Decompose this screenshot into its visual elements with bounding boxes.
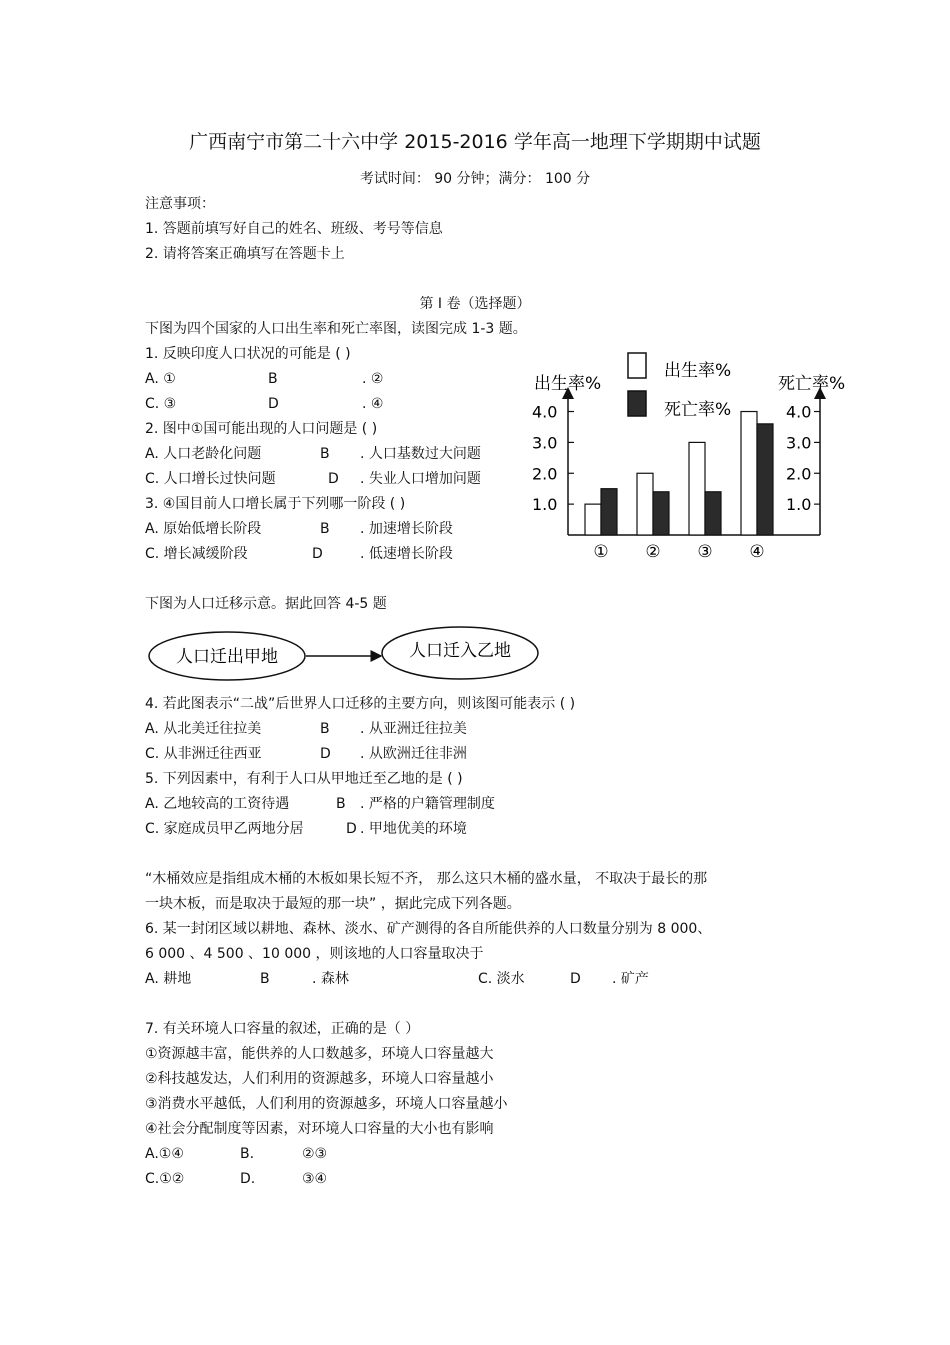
q5-option-b-text: . 严格的户籍管理制度	[360, 796, 495, 812]
q6-option-d[interactable]: D	[570, 971, 581, 987]
q7-statement-1: ①资源越丰富，能供养的人口数越多，环境人口容量越大	[145, 1046, 494, 1062]
death-rate-bar	[601, 489, 617, 535]
q5-option-a[interactable]: A. 乙地较高的工资待遇	[145, 796, 290, 812]
q2-option-d[interactable]: D	[328, 471, 339, 487]
migration-diagram	[145, 625, 545, 687]
question-6-stem-line-1: 6. 某一封闭区域以耕地、森林、淡水、矿产测得的各自所能供养的人口数量分别为 8 000、	[145, 921, 712, 937]
q1-option-c[interactable]: C. ③	[145, 396, 177, 412]
q2-option-a[interactable]: A. 人口老龄化问题	[145, 446, 262, 462]
q6-option-b-text: . 森林	[312, 971, 349, 987]
q5-option-c[interactable]: C. 家庭成员甲乙两地分居	[145, 821, 304, 837]
q6-option-b[interactable]: B	[260, 971, 270, 987]
q3-option-d[interactable]: D	[312, 546, 323, 562]
q4-option-b[interactable]: B	[320, 721, 330, 737]
q7-option-b-text: ②③	[302, 1146, 328, 1162]
q7-option-a[interactable]: A.①④	[145, 1146, 184, 1162]
y-axis-right-label: 死亡率%	[778, 374, 846, 394]
q3-option-c[interactable]: C. 增长减缓阶段	[145, 546, 248, 562]
y-tick-label-right: 1.0	[786, 495, 812, 515]
legend-death-swatch	[628, 391, 646, 416]
birth-rate-bar	[741, 412, 757, 535]
q1-option-b-text: . ②	[362, 371, 384, 387]
question-5-stem: 5. 下列因素中，有利于人口从甲地迁至乙地的是 ( )	[145, 771, 463, 787]
q3-option-d-text: . 低速增长阶段	[360, 546, 453, 562]
question-1-stem: 1. 反映印度人口状况的可能是 ( )	[145, 346, 351, 362]
q1-option-d-text: . ④	[362, 396, 384, 412]
q7-option-d-text: ③④	[302, 1171, 328, 1187]
section-intro: 下图为四个国家的人口出生率和死亡率图，读图完成 1-3 题。	[145, 321, 527, 337]
legend-death-label: 死亡率%	[664, 400, 732, 420]
q7-statement-3: ③消费水平越低，人们利用的资源越多，环境人口容量越小	[145, 1096, 508, 1112]
q2-option-b-text: . 人口基数过大问题	[360, 446, 481, 462]
q4-option-d-text: . 从欧洲迁往非洲	[360, 746, 467, 762]
q5-option-d[interactable]: D	[346, 821, 357, 837]
legend-birth-swatch	[628, 353, 646, 378]
question-4-stem: 4. 若此图表示“二战”后世界人口迁移的主要方向，则该图可能表示 ( )	[145, 696, 576, 712]
q3-option-b[interactable]: B	[320, 521, 330, 537]
y-tick-label-left: 2.0	[532, 464, 558, 484]
q1-option-b[interactable]: B	[268, 371, 278, 387]
death-rate-bar	[757, 424, 773, 535]
migration-intro: 下图为人口迁移示意。据此回答 4-5 题	[145, 596, 387, 612]
q3-option-b-text: . 加速增长阶段	[360, 521, 453, 537]
q6-option-a[interactable]: A. 耕地	[145, 971, 192, 987]
death-rate-bar	[705, 492, 721, 535]
q3-option-a[interactable]: A. 原始低增长阶段	[145, 521, 262, 537]
section-heading: 第 Ⅰ 卷（选择题）	[419, 296, 531, 312]
y-tick-label-left: 4.0	[532, 402, 558, 422]
q6-option-c[interactable]: C. 淡水	[478, 971, 525, 987]
birth-rate-bar	[585, 504, 601, 535]
q5-option-d-text: . 甲地优美的环境	[360, 821, 467, 837]
notice-heading: 注意事项：	[145, 196, 215, 212]
category-label: ②	[645, 542, 661, 562]
birth-death-rate-chart	[530, 345, 850, 565]
q1-option-d[interactable]: D	[268, 396, 279, 412]
q6-option-d-text: . 矿产	[612, 971, 649, 987]
q4-option-d[interactable]: D	[320, 746, 331, 762]
category-label: ④	[749, 542, 765, 562]
question-7-stem: 7. 有关环境人口容量的叙述，正确的是（ ）	[145, 1021, 420, 1037]
q7-option-d[interactable]: D.	[240, 1171, 256, 1187]
notice-item: 2. 请将答案正确填写在答题卡上	[145, 246, 345, 262]
q1-option-a[interactable]: A. ①	[145, 371, 176, 387]
page-title: 广西南宁市第二十六中学 2015-2016 学年高一地理下学期期中试题	[189, 131, 761, 153]
y-tick-label-left: 1.0	[532, 495, 558, 515]
death-rate-bar	[653, 492, 669, 535]
birth-rate-bar	[637, 473, 653, 535]
passage-line-2: 一块木板，而是取决于最短的那一块” ，据此完成下列各题。	[145, 896, 521, 912]
notice-item: 1. 答题前填写好自己的姓名、班级、考号等信息	[145, 221, 443, 237]
origin-label: 人口迁出甲地	[176, 647, 278, 667]
q2-option-c[interactable]: C. 人口增长过快问题	[145, 471, 276, 487]
q7-option-c[interactable]: C.①②	[145, 1171, 185, 1187]
q7-statement-4: ④社会分配制度等因素，对环境人口容量的大小也有影响	[145, 1121, 494, 1137]
category-label: ③	[697, 542, 713, 562]
q4-option-a[interactable]: A. 从北美迁往拉美	[145, 721, 262, 737]
y-axis-left-label: 出生率%	[534, 374, 602, 394]
q7-option-b[interactable]: B.	[240, 1146, 255, 1162]
legend-birth-label: 出生率%	[664, 361, 732, 381]
y-tick-label-left: 3.0	[532, 433, 558, 453]
passage-line-1: “木桶效应是指组成木桶的木板如果长短不齐， 那么这只木桶的盛水量， 不取决于最长的那	[145, 871, 708, 887]
question-3-stem: 3. ④国目前人口增长属于下列哪一阶段 ( )	[145, 496, 406, 512]
q4-option-b-text: . 从亚洲迁往拉美	[360, 721, 467, 737]
q2-option-d-text: . 失业人口增加问题	[360, 471, 481, 487]
birth-rate-bar	[689, 442, 705, 535]
y-tick-label-right: 2.0	[786, 464, 812, 484]
q7-statement-2: ②科技越发达，人们利用的资源越多，环境人口容量越小	[145, 1071, 494, 1087]
destination-label: 人口迁入乙地	[409, 641, 511, 661]
q4-option-c[interactable]: C. 从非洲迁往西亚	[145, 746, 262, 762]
category-label: ①	[593, 542, 609, 562]
y-tick-label-right: 4.0	[786, 402, 812, 422]
exam-info: 考试时间： 90 分钟；满分： 100 分	[359, 171, 591, 187]
question-6-stem-line-2: 6 000 、4 500 、10 000 ，则该地的人口容量取决于	[145, 946, 484, 962]
q5-option-b[interactable]: B	[336, 796, 346, 812]
q2-option-b[interactable]: B	[320, 446, 330, 462]
y-tick-label-right: 3.0	[786, 433, 812, 453]
question-2-stem: 2. 图中①国可能出现的人口问题是 ( )	[145, 421, 378, 437]
